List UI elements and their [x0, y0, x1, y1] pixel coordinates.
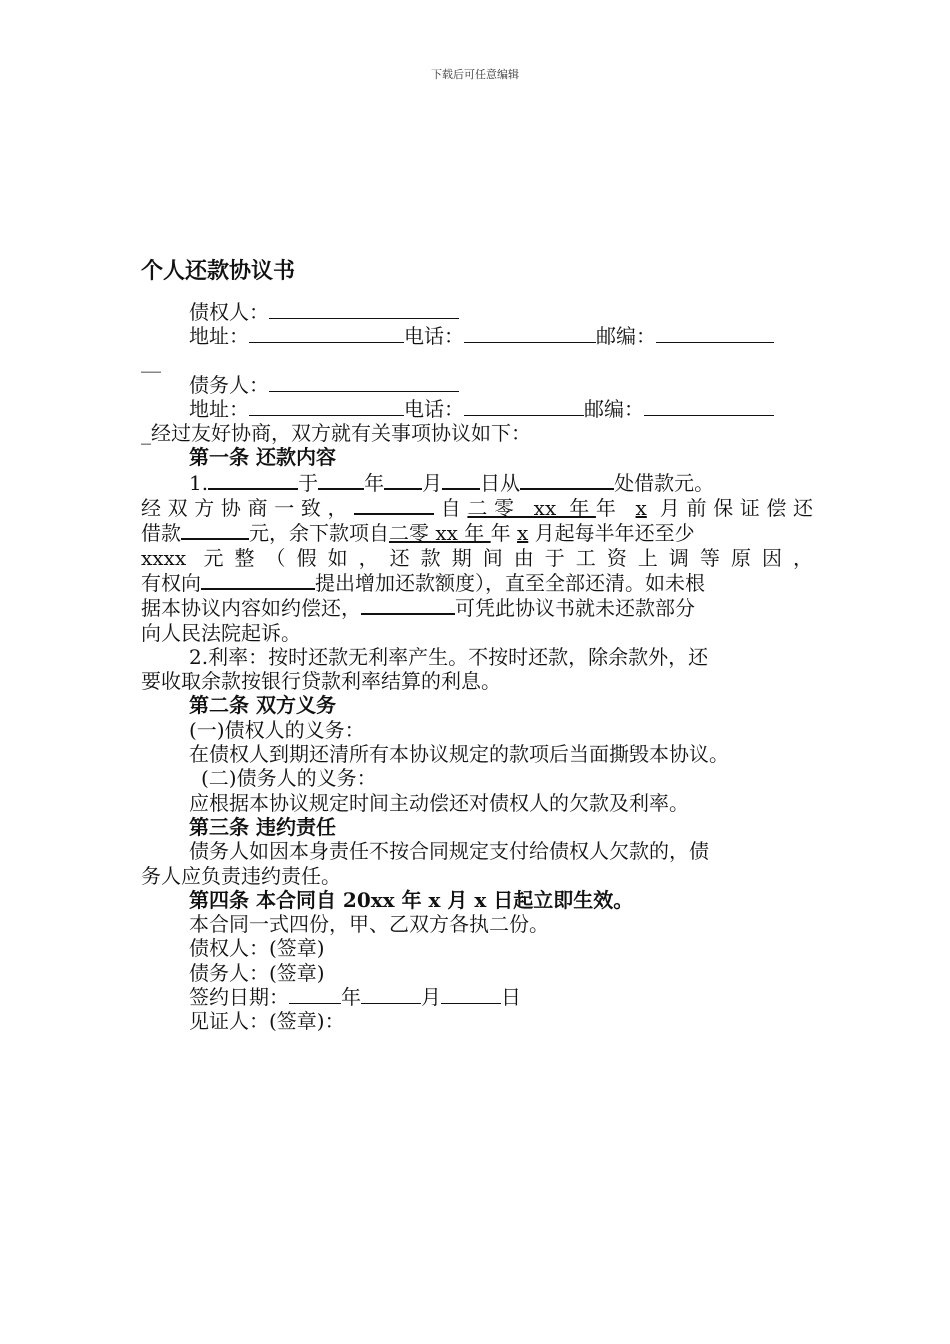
- item1-text-borrow: 处借款元。: [614, 470, 715, 495]
- article3-line1: 债务人如因本身责任不按合同规定支付给债权人欠款的，债: [189, 839, 709, 864]
- item1-line2-tail: 月前保证偿还: [646, 496, 814, 521]
- item1-text-month: 月: [422, 470, 443, 495]
- item1-line3-month-underlined: x: [517, 521, 529, 546]
- article4-heading: 第四条 本合同自 20xx 年 x 月 x 日起立即生效。: [189, 887, 634, 912]
- debtor-name-field[interactable]: [269, 373, 459, 392]
- intro-line: _经过友好协商，双方就有关事项协议如下：: [141, 421, 531, 446]
- debtor-address-field[interactable]: [249, 397, 404, 416]
- article2-sub2: (二)债务人的义务：: [201, 766, 377, 791]
- article1-item1-line6: [141, 595, 813, 620]
- creditor-signature: 债权人：(签章): [189, 936, 325, 961]
- creditor-name-field[interactable]: [269, 300, 459, 319]
- header-note: 下载后可任意编辑: [431, 68, 519, 81]
- item1-line3-tail: 月起每半年还至少: [528, 521, 695, 546]
- article2-sub1-text: 在债权人到期还清所有本协议规定的款项后当面撕毁本协议。: [189, 742, 729, 767]
- debtor-postcode-label: 邮编：: [584, 396, 644, 421]
- article1-item1-line2: [141, 495, 813, 520]
- creditor-address-label: 地址：: [189, 324, 249, 349]
- article3-line2: 务人应负责违约责任。: [141, 863, 341, 888]
- creditor-line: [141, 300, 813, 324]
- signing-year-field[interactable]: [289, 985, 341, 1004]
- agreement-document: [141, 256, 813, 1034]
- article2-heading: 第二条 双方义务: [189, 693, 336, 718]
- debtor-contact-line: [141, 397, 813, 421]
- article1-heading: 第一条 还款内容: [189, 445, 336, 470]
- signing-day-field[interactable]: [441, 985, 501, 1004]
- item1-line2-year-underlined: 二零 xx 年: [467, 496, 596, 521]
- article2-sub1: (一)债权人的义务：: [189, 717, 365, 742]
- increase-request-field[interactable]: [201, 570, 315, 590]
- claimant-field[interactable]: [361, 595, 455, 615]
- debtor-name-inline-field[interactable]: [354, 495, 434, 515]
- first-payment-field[interactable]: [181, 520, 249, 540]
- debtor-signature: 债务人：(签章): [189, 960, 325, 985]
- article4-copies: 本合同一式四份，甲、乙双方各执二份。: [189, 912, 549, 937]
- article1-item1-line1: [141, 470, 813, 495]
- creditor-overflow: __: [141, 348, 161, 373]
- article2-sub2-text: 应根据本协议规定时间主动偿还对债权人的欠款及利率。: [189, 790, 689, 815]
- signing-date-label: 签约日期：: [189, 985, 289, 1010]
- signing-month-field[interactable]: [361, 985, 421, 1004]
- item1-text-day: 日从: [480, 470, 521, 495]
- debtor-address-label: 地址：: [189, 396, 249, 421]
- item1-line2-year: 年: [595, 496, 636, 521]
- creditor-phone-label: 电话：: [404, 324, 464, 349]
- item1-line3-text: 借款: [141, 521, 181, 546]
- item1-text-year: 年: [364, 470, 385, 495]
- article1-item1-line3: [141, 520, 813, 545]
- date-person-field[interactable]: [208, 470, 298, 490]
- article1-item2-line2: 要收取余款按银行贷款利率结算的利息。: [141, 669, 501, 694]
- creditor-contact-line: [141, 324, 813, 348]
- item1-line5-tail: 提出增加还款额度），直至全部还清。如未根: [315, 570, 705, 595]
- article1-item1-line4: xxxx 元整（假如，还款期间由于工资上调等原因，: [141, 545, 813, 570]
- item1-line3-mid: 元，余下款项自: [249, 521, 389, 546]
- item1-number: 1.: [189, 470, 209, 495]
- signing-date-line: [141, 985, 813, 1009]
- loan-day-field[interactable]: [442, 470, 480, 490]
- signing-day-label: 日: [501, 985, 521, 1010]
- item1-line3-year-underlined: 二零 xx 年: [389, 521, 491, 546]
- loan-month-field[interactable]: [384, 470, 422, 490]
- article3-heading: 第三条 违约责任: [189, 814, 336, 839]
- creditor-postcode-field[interactable]: [656, 324, 774, 343]
- item1-line6-text: 据本协议内容如约偿还，: [141, 596, 361, 621]
- article1-item2-line1: 2.利率：按时还款无利率产生。不按时还款，除余款外，还: [189, 644, 709, 669]
- creditor-address-field[interactable]: [249, 324, 404, 343]
- creditor-phone-field[interactable]: [464, 324, 596, 343]
- witness-signature: 见证人：(签章)：: [189, 1009, 345, 1034]
- signing-month-label: 月: [421, 985, 441, 1010]
- article1-item1-line5: [141, 570, 813, 595]
- signing-year-label: 年: [341, 985, 361, 1010]
- item1-line6-tail: 可凭此协议书就未还款部分: [455, 596, 695, 621]
- item1-line3-year: 年: [490, 521, 517, 546]
- creditor-label: 债权人：: [189, 300, 269, 324]
- debtor-phone-label: 电话：: [404, 396, 464, 421]
- item1-line5-text: 有权向: [141, 570, 201, 595]
- item1-line2-text: 经双方协商一致，: [141, 496, 355, 521]
- item1-text-yu: 于: [298, 470, 319, 495]
- debtor-phone-field[interactable]: [464, 397, 584, 416]
- debtor-label: 债务人：: [189, 372, 269, 397]
- item1-line2-zi: 自: [434, 496, 468, 521]
- debtor-line: [141, 373, 813, 397]
- document-title: 个人还款协议书: [141, 258, 296, 284]
- lender-field[interactable]: [520, 470, 614, 490]
- debtor-postcode-field[interactable]: [644, 397, 774, 416]
- creditor-postcode-label: 邮编：: [596, 324, 656, 349]
- article1-item1-line7: 向人民法院起诉。: [141, 620, 301, 645]
- item1-line2-month-underlined: x: [635, 496, 647, 521]
- loan-year-field[interactable]: [318, 470, 364, 490]
